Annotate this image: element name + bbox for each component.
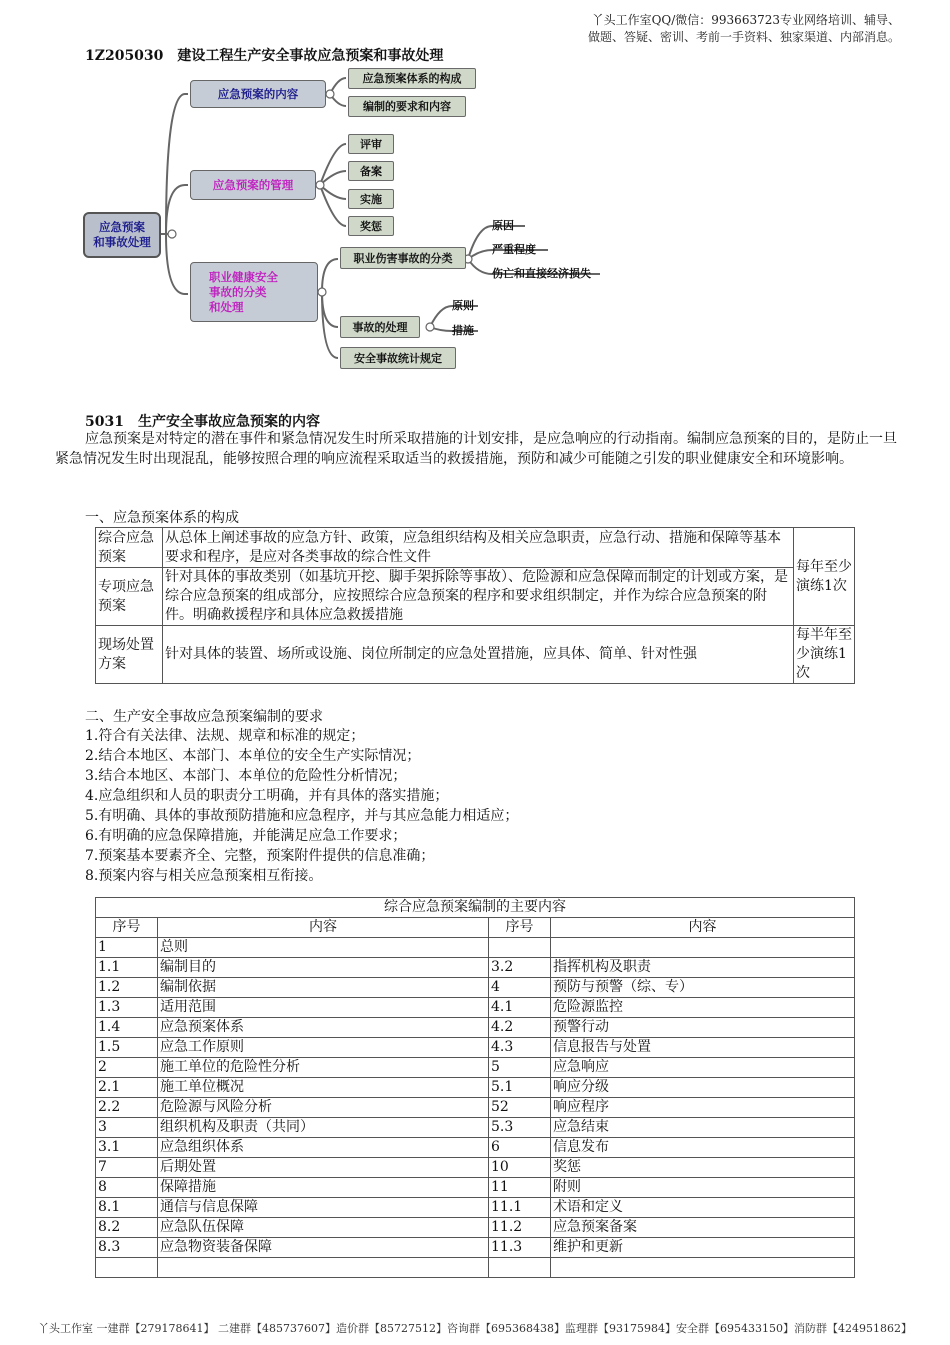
row-no-left: 1.1 <box>96 958 158 978</box>
list-item: 2.结合本地区、本部门、本单位的安全生产实际情况； <box>85 748 421 764</box>
list-item: 5.有明确、具体的事故预防措施和应急程序，并与其应急能力相适应； <box>85 808 519 824</box>
requirements-list <box>85 726 518 886</box>
row-no-right: 5 <box>489 1058 551 1078</box>
empty-cell <box>551 1258 855 1278</box>
row-no-right: 11.3 <box>489 1238 551 1258</box>
row-no-left: 7 <box>96 1158 158 1178</box>
row-content-left: 保障措施 <box>158 1178 489 1198</box>
header-note-line1: 丫头工作室QQ/微信：993663723专业网络培训、辅导、 <box>591 13 900 27</box>
node-statistics-rules: 安全事故统计规定 <box>340 347 456 369</box>
table-header-row <box>96 918 855 938</box>
col-header-content: 内容 <box>551 918 855 938</box>
table-row <box>96 958 855 978</box>
content-table-body <box>96 938 855 1258</box>
header-note-line2: 做题、答疑、密训、考前一手资料、独家渠道、内部消息。 <box>587 30 900 44</box>
row-content-right: 应急结束 <box>551 1118 855 1138</box>
row-content-left: 适用范围 <box>158 998 489 1018</box>
row-content-left: 施工单位概况 <box>158 1078 489 1098</box>
table-row <box>96 1058 855 1078</box>
node-compile-requirements: 编制的要求和内容 <box>348 96 466 117</box>
branch-plan-management: 应急预案的管理 <box>190 170 316 200</box>
row-no-left: 8.2 <box>96 1218 158 1238</box>
row-content-left: 应急物资装备保障 <box>158 1238 489 1258</box>
table-row <box>96 998 855 1018</box>
row-content-left: 施工单位的危险性分析 <box>158 1058 489 1078</box>
mind-map-root: 应急预案 和事故处理 <box>83 212 161 258</box>
row-no-right: 4.1 <box>489 998 551 1018</box>
row-content-left: 应急组织体系 <box>158 1138 489 1158</box>
col-header-content: 内容 <box>158 918 489 938</box>
node-principle: 原则 <box>452 299 474 312</box>
section-code: 1Z205030 <box>85 48 164 64</box>
branch-accident-handling: 职业健康安全 事故的分类 和处理 <box>190 262 318 322</box>
row-content-right: 应急预案备案 <box>551 1218 855 1238</box>
footer: 丫头工作室 一建群【279178641】 二建群【485737607】造价群【85727512】咨询群【695368438】监理群【93175984】安全群【695433150】消防群【424951862】 <box>38 1322 912 1335</box>
table-row <box>96 1078 855 1098</box>
node-severity: 严重程度 <box>492 243 536 256</box>
empty-cell <box>158 1258 489 1278</box>
row-content-right: 危险源监控 <box>551 998 855 1018</box>
row-content-right: 信息发布 <box>551 1138 855 1158</box>
row-no-right: 5.1 <box>489 1078 551 1098</box>
node-review: 评审 <box>348 134 394 154</box>
node-injury-classification: 职业伤害事故的分类 <box>340 247 466 269</box>
table-row <box>96 1098 855 1118</box>
list-item: 8.预案内容与相关应急预案相互衔接。 <box>85 868 323 884</box>
requirements-heading: 二、生产安全事故应急预案编制的要求 <box>85 709 323 725</box>
row-content-right: 应急响应 <box>551 1058 855 1078</box>
list-item: 3.结合本地区、本部门、本单位的危险性分析情况； <box>85 768 407 784</box>
table-row <box>96 1158 855 1178</box>
plan-type: 现场处置方案 <box>96 626 163 684</box>
row-content-right: 奖惩 <box>551 1158 855 1178</box>
table-empty-row <box>96 1258 855 1278</box>
row-content-right: 术语和定义 <box>551 1198 855 1218</box>
row-no-right: 11.2 <box>489 1218 551 1238</box>
row-no-left: 1.2 <box>96 978 158 998</box>
row-content-left: 编制目的 <box>158 958 489 978</box>
table-row <box>96 1178 855 1198</box>
row-no-right: 4 <box>489 978 551 998</box>
plan-system-heading: 一、应急预案体系的构成 <box>85 510 239 526</box>
row-no-right <box>489 938 551 958</box>
table-row <box>96 1038 855 1058</box>
row-no-right: 5.3 <box>489 1118 551 1138</box>
row-no-left: 1 <box>96 938 158 958</box>
plan-system-table <box>95 527 855 684</box>
table-row <box>96 1238 855 1258</box>
node-reward-punish: 奖惩 <box>348 216 394 236</box>
table-row <box>96 938 855 958</box>
table-row <box>96 1198 855 1218</box>
node-implementation: 实施 <box>348 189 394 209</box>
row-no-left: 8 <box>96 1178 158 1198</box>
row-no-right: 4.3 <box>489 1038 551 1058</box>
list-item: 4.应急组织和人员的职责分工明确，并有具体的落实措施； <box>85 788 449 804</box>
row-content-left: 应急工作原则 <box>158 1038 489 1058</box>
row-no-right: 11.1 <box>489 1198 551 1218</box>
row-no-right: 3.2 <box>489 958 551 978</box>
plan-row <box>96 568 855 626</box>
mind-map <box>80 66 620 376</box>
branch-plan-content: 应急预案的内容 <box>190 80 326 108</box>
row-no-left: 1.3 <box>96 998 158 1018</box>
list-item: 6.有明确的应急保障措施，并能满足应急工作要求； <box>85 828 407 844</box>
col-header-no: 序号 <box>489 918 551 938</box>
section-title-text: 建设工程生产安全事故应急预案和事故处理 <box>177 48 444 64</box>
list-item: 1.符合有关法律、法规、规章和标准的规定； <box>85 728 365 744</box>
empty-cell <box>489 1258 551 1278</box>
empty-cell <box>96 1258 158 1278</box>
section-title <box>85 45 443 65</box>
node-accident-handle: 事故的处理 <box>340 316 420 338</box>
table-caption-row <box>96 898 855 918</box>
plan-desc: 从总体上阐述事故的应急方针、政策，应急组织结构及相关应急职责，应急行动、措施和保障等基本要求和程序，是应对各类事故的综合性文件 <box>163 528 794 568</box>
row-no-right: 52 <box>489 1098 551 1118</box>
row-content-left: 通信与信息保障 <box>158 1198 489 1218</box>
row-no-right: 10 <box>489 1158 551 1178</box>
table-row <box>96 1118 855 1138</box>
subsection-title-text: 生产安全事故应急预案的内容 <box>137 414 320 430</box>
row-content-right: 维护和更新 <box>551 1238 855 1258</box>
row-content-right: 响应程序 <box>551 1098 855 1118</box>
plan-row <box>96 626 855 684</box>
subsection-code: 5031 <box>85 414 124 430</box>
row-no-left: 2.2 <box>96 1098 158 1118</box>
row-content-right: 响应分级 <box>551 1078 855 1098</box>
row-content-left: 应急预案体系 <box>158 1018 489 1038</box>
plan-frequency: 每半年至少演练1次 <box>794 626 855 684</box>
row-no-right: 6 <box>489 1138 551 1158</box>
row-content-right: 附则 <box>551 1178 855 1198</box>
table-caption: 综合应急预案编制的主要内容 <box>96 898 855 918</box>
row-content-right: 预防与预警（综、专） <box>551 978 855 998</box>
row-content-left: 后期处置 <box>158 1158 489 1178</box>
plan-desc: 针对具体的装置、场所或设施、岗位所制定的应急处置措施，应具体、简单、针对性强 <box>163 626 794 684</box>
row-content-right: 信息报告与处置 <box>551 1038 855 1058</box>
row-no-right: 4.2 <box>489 1018 551 1038</box>
plan-frequency: 每年至少演练1次 <box>794 528 855 626</box>
row-no-left: 3.1 <box>96 1138 158 1158</box>
row-content-left: 编制依据 <box>158 978 489 998</box>
row-no-left: 8.1 <box>96 1198 158 1218</box>
row-no-left: 2 <box>96 1058 158 1078</box>
plan-desc: 针对具体的事故类别（如基坑开挖、脚手架拆除等事故）、危险源和应急保障而制定的计划或方案，是综合应急预案的组成部分，应按照综合应急预案的程序和要求组织制定，并作为综合应急预案的附件。明确救援程序和具体应急救援措施 <box>163 568 794 626</box>
col-header-no: 序号 <box>96 918 158 938</box>
row-no-left: 3 <box>96 1118 158 1138</box>
row-content-left: 应急队伍保障 <box>158 1218 489 1238</box>
node-filing: 备案 <box>348 161 394 181</box>
row-no-right: 11 <box>489 1178 551 1198</box>
subsection-5031-title <box>85 411 320 431</box>
node-casualty-loss: 伤亡和直接经济损失 <box>492 267 591 280</box>
row-no-left: 2.1 <box>96 1078 158 1098</box>
table-row <box>96 1018 855 1038</box>
row-content-right: 预警行动 <box>551 1018 855 1038</box>
plan-row <box>96 528 855 568</box>
table-row <box>96 1138 855 1158</box>
row-content-left: 危险源与风险分析 <box>158 1098 489 1118</box>
header-note <box>480 12 900 46</box>
node-cause: 原因 <box>492 219 514 232</box>
node-plan-system: 应急预案体系的构成 <box>348 68 476 89</box>
row-content-left: 组织机构及职责（共同） <box>158 1118 489 1138</box>
table-row <box>96 1218 855 1238</box>
row-content-right: 指挥机构及职责 <box>551 958 855 978</box>
row-content-left: 总则 <box>158 938 489 958</box>
list-item: 7.预案基本要素齐全、完整，预案附件提供的信息准确； <box>85 848 435 864</box>
table-row <box>96 978 855 998</box>
plan-type: 综合应急预案 <box>96 528 163 568</box>
row-content-right <box>551 938 855 958</box>
plan-type: 专项应急预案 <box>96 568 163 626</box>
row-no-left: 1.5 <box>96 1038 158 1058</box>
intro-paragraph: 应急预案是对特定的潜在事件和紧急情况发生时所采取措施的计划安排，是应急响应的行动指南。编制应急预案的目的，是防止一旦紧急情况发生时出现混乱，能够按照合理的响应流程采取适当的救援措施，预防和减少可能随之引发的职业健康安全和环境影响。 <box>55 431 897 467</box>
row-no-left: 1.4 <box>96 1018 158 1038</box>
row-no-left: 8.3 <box>96 1238 158 1258</box>
content-table <box>95 897 855 1278</box>
node-measures: 措施 <box>452 324 474 337</box>
